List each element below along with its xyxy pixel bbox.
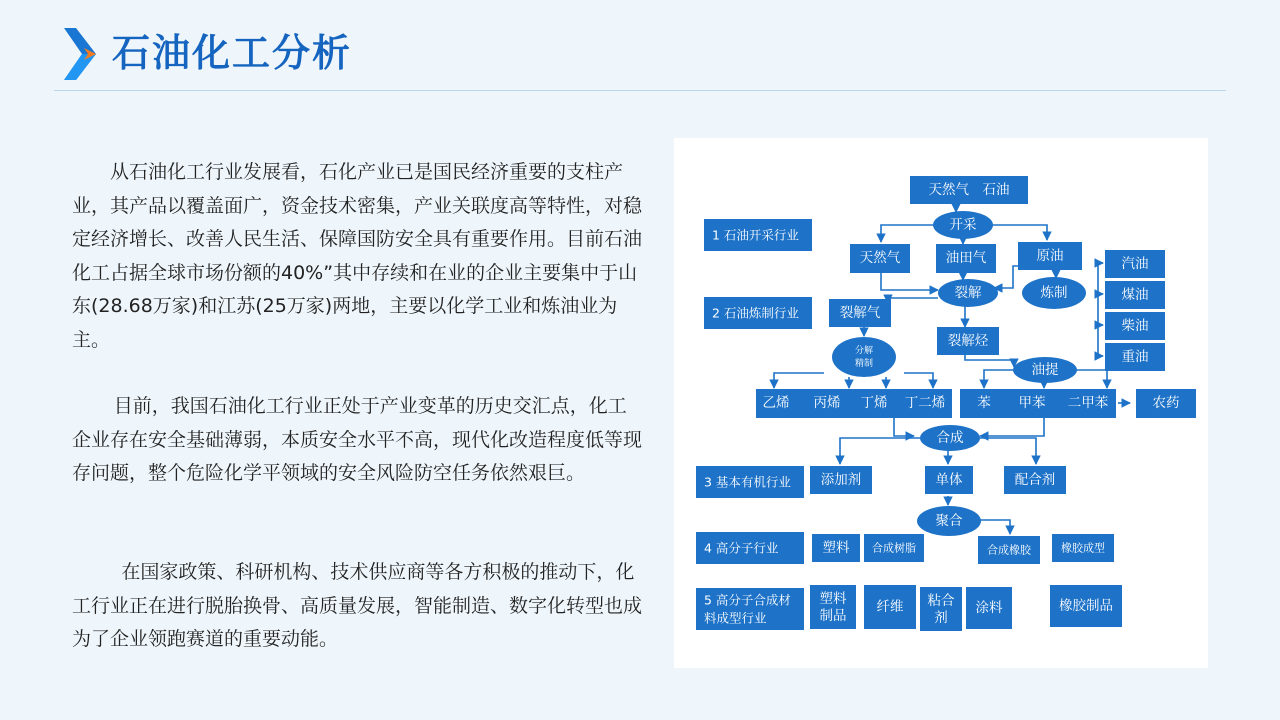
outlook-paragraph: 在国家政策、科研机构、技术供应商等各方积极的推动下，化工行业正在进行脱胎换骨、高质量发展，智能制造、数字化转型也成为了企业领跑赛道的重要动能。 xyxy=(72,561,643,650)
node-refining xyxy=(1022,277,1086,309)
svg-text:粘合: 粘合 xyxy=(927,593,955,609)
node-adhesive xyxy=(920,587,962,631)
svg-text:油提: 油提 xyxy=(1031,362,1059,378)
challenges-paragraph: 目前，我国石油化工行业正处于产业变革的历史交汇点，化工企业存在安全基础薄弱，本质安全水平不高，现代化改造程度低等现存问题，整个危险化学平领域的安全风险防空任务依然艰巨。 xyxy=(72,395,643,484)
node-fiber xyxy=(864,585,916,629)
svg-text:合成: 合成 xyxy=(936,430,964,446)
page-title: 石油化工分析 xyxy=(112,31,353,75)
node-pesticide xyxy=(1136,389,1196,418)
node-monomer xyxy=(925,466,973,494)
stage-petroleum-refining xyxy=(704,297,812,329)
node-compounding-agent xyxy=(1004,466,1066,494)
stage-polymer-molding xyxy=(696,588,804,630)
svg-text:重油: 重油 xyxy=(1121,349,1149,365)
svg-text:柴油: 柴油 xyxy=(1121,318,1149,334)
svg-text:合成橡胶: 合成橡胶 xyxy=(987,543,1031,557)
node-polymerization xyxy=(917,506,981,536)
node-olefins xyxy=(756,389,952,418)
svg-text:煤油: 煤油 xyxy=(1121,287,1149,303)
node-synthetic-rubber xyxy=(978,536,1040,564)
svg-text:原油: 原油 xyxy=(1036,248,1064,264)
svg-text:精制: 精制 xyxy=(854,359,874,369)
svg-text:配合剂: 配合剂 xyxy=(1014,472,1056,488)
node-plastic xyxy=(812,534,860,562)
node-coating xyxy=(966,587,1012,629)
svg-text:料成型行业: 料成型行业 xyxy=(704,610,767,626)
svg-text:苯: 苯 xyxy=(977,395,991,411)
svg-text:油田气: 油田气 xyxy=(945,250,987,266)
node-aromatics xyxy=(960,389,1116,418)
svg-text:3 基本有机行业: 3 基本有机行业 xyxy=(704,474,791,490)
node-oil-extraction xyxy=(1013,357,1077,383)
node-natural-gas xyxy=(850,244,910,273)
svg-text:乙烯: 乙烯 xyxy=(762,395,790,411)
node-diesel xyxy=(1105,312,1165,340)
node-cracked-hydrocarbon xyxy=(937,327,999,355)
svg-text:4 高分子行业: 4 高分子行业 xyxy=(704,540,779,556)
node-gasoline xyxy=(1105,250,1165,278)
svg-text:丙烯: 丙烯 xyxy=(813,395,841,411)
stage-polymer xyxy=(696,532,804,564)
svg-text:丁二烯: 丁二烯 xyxy=(904,395,946,411)
node-cracking xyxy=(938,279,998,307)
svg-text:橡胶成型: 橡胶成型 xyxy=(1061,541,1105,555)
svg-text:纤维: 纤维 xyxy=(876,599,904,615)
node-additive xyxy=(810,466,872,494)
svg-text:单体: 单体 xyxy=(935,472,963,488)
node-kerosene xyxy=(1105,281,1165,309)
petrochemical-flow-diagram xyxy=(674,138,1208,668)
node-extraction xyxy=(933,211,993,239)
svg-text:农药: 农药 xyxy=(1152,395,1180,411)
svg-text:5 高分子合成材: 5 高分子合成材 xyxy=(704,592,791,608)
svg-text:二甲苯: 二甲苯 xyxy=(1067,395,1109,411)
svg-text:汽油: 汽油 xyxy=(1121,256,1149,272)
svg-text:塑料: 塑料 xyxy=(822,540,850,556)
stage-basic-organics xyxy=(696,466,804,498)
intro-paragraph: 从石油化工行业发展看，石化产业已是国民经济重要的支柱产业，其产品以覆盖面广，资金技术密集，产业关联度高等特性，对稳定经济增长、改善人民生活、保障国防安全具有重要作用。目前石油化工占据全球市场份额的40%”其中存续和在业的企业主要集中于山东(28.68万家)和江苏(25万家)两地，主要以化学工业和炼油业为主。 xyxy=(72,161,643,351)
node-natural-gas-oil xyxy=(910,176,1028,204)
svg-text:合成树脂: 合成树脂 xyxy=(872,541,916,555)
svg-text:剂: 剂 xyxy=(934,610,948,626)
svg-text:2 石油炼制行业: 2 石油炼制行业 xyxy=(712,305,799,321)
header-divider xyxy=(54,90,1226,91)
node-oilfield-gas xyxy=(936,244,996,273)
svg-text:涂料: 涂料 xyxy=(975,600,1003,616)
stage-petroleum-extraction xyxy=(704,219,812,251)
svg-text:塑料: 塑料 xyxy=(819,591,847,607)
svg-text:甲苯: 甲苯 xyxy=(1018,395,1046,411)
svg-text:橡胶制品: 橡胶制品 xyxy=(1059,598,1113,614)
svg-text:裂解: 裂解 xyxy=(954,285,982,301)
svg-text:聚合: 聚合 xyxy=(935,513,963,529)
node-synthesis xyxy=(920,425,980,451)
svg-text:添加剂: 添加剂 xyxy=(820,472,862,488)
svg-text:裂解气: 裂解气 xyxy=(839,305,881,321)
node-plastic-products xyxy=(810,585,856,629)
node-crude-oil xyxy=(1018,242,1082,270)
node-separation xyxy=(832,337,896,377)
node-cracked-gas xyxy=(829,299,891,327)
svg-text:分解: 分解 xyxy=(854,346,874,356)
svg-text:1 石油开采行业: 1 石油开采行业 xyxy=(712,227,799,243)
node-synthetic-resin xyxy=(864,534,924,562)
svg-text:裂解烃: 裂解烃 xyxy=(947,333,989,349)
svg-text:炼制: 炼制 xyxy=(1040,285,1068,301)
svg-text:开采: 开采 xyxy=(949,217,977,233)
node-heavy-oil xyxy=(1105,343,1165,371)
svg-text:制品: 制品 xyxy=(819,608,847,624)
node-rubber-products xyxy=(1050,585,1122,627)
svg-text:天然气 石油: 天然气 石油 xyxy=(928,182,1010,198)
chevron-logo-icon xyxy=(62,28,96,80)
svg-text:丁烯: 丁烯 xyxy=(860,395,888,411)
svg-text:天然气: 天然气 xyxy=(859,250,901,266)
node-rubber-molding xyxy=(1052,534,1114,562)
